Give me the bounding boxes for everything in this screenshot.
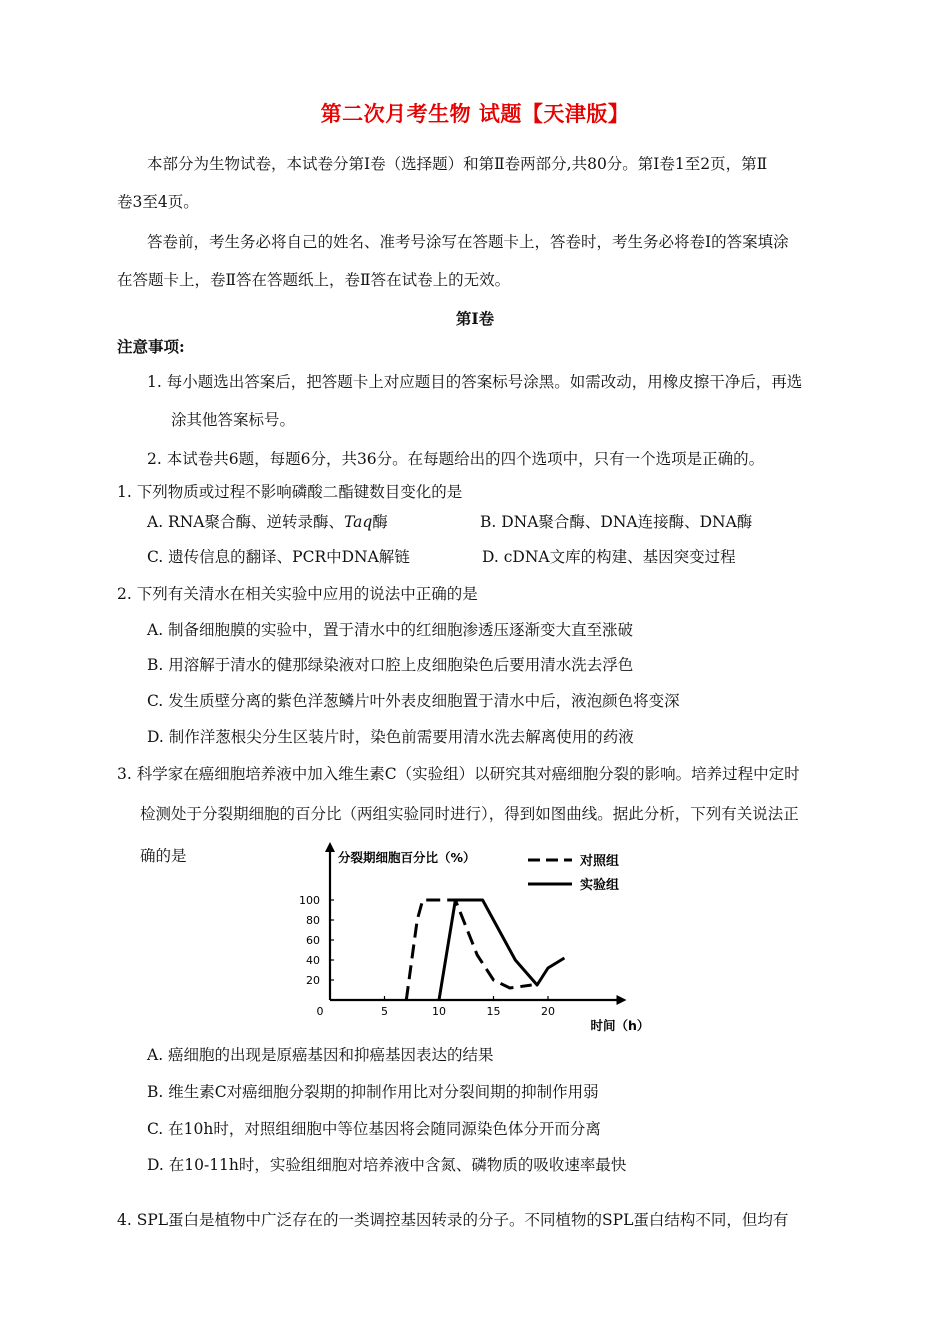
intro-paragraph-2-line-2: 在答题卡上，卷Ⅱ答在答题纸上，卷Ⅱ答在试卷上的无效。: [117, 271, 511, 289]
legend-label: 实验组: [580, 878, 620, 893]
q1-stem: 1. 下列物质或过程不影响磷酸二酯键数目变化的是: [117, 483, 463, 501]
q1-option-d: D. cDNA文库的构建、基因突变过程: [482, 548, 736, 566]
x-tick-label: 15: [486, 1005, 501, 1018]
q1-option-b: B. DNA聚合酶、DNA连接酶、DNA酶: [480, 513, 753, 531]
q1-option-a: [147, 512, 388, 532]
y-tick-label: 80: [306, 914, 320, 927]
x-axis-arrow-icon: [617, 995, 627, 1005]
intro-paragraph-1-line-1: 本部分为生物试卷，本试卷分第Ⅰ卷（选择题）和第Ⅱ卷两部分,共80分。第Ⅰ卷1至2页，第Ⅱ: [147, 155, 768, 173]
q3-option-c: C. 在10h时，对照组细胞中等位基因将会随同源染色体分开而分离: [147, 1120, 601, 1138]
q1-option-c: C. 遗传信息的翻译、PCR中DNA解链: [147, 548, 410, 566]
y-tick-label: 60: [306, 934, 320, 947]
q3-stem-line-1: 3. 科学家在癌细胞培养液中加入维生素C（实验组）以研究其对癌细胞分裂的影响。培养过程中定时: [117, 765, 800, 783]
intro-paragraph-1-line-2: 卷3至4页。: [117, 193, 199, 211]
q3-option-d: D. 在10-11h时，实验组细胞对培养液中含氮、磷物质的吸收速率最快: [147, 1156, 627, 1174]
q2-option-d: D. 制作洋葱根尖分生区装片时，染色前需要用清水洗去解离使用的药液: [147, 728, 634, 746]
q3-stem-line-3: 确的是: [140, 847, 187, 865]
q1-option-a-italic: Taq: [343, 513, 373, 531]
y-axis-arrow-icon: [325, 842, 335, 852]
cell-division-chart: [290, 838, 650, 1038]
q2-option-c: C. 发生质壁分离的紫色洋葱鳞片叶外表皮细胞置于清水中后，液泡颜色将变深: [147, 692, 680, 710]
x-tick-label: 0: [316, 1005, 324, 1018]
x-axis-label: 时间（h）: [590, 1018, 650, 1033]
q4-stem: 4. SPL蛋白是植物中广泛存在的一类调控基因转录的分子。不同植物的SPL蛋白结构不同，但均有: [117, 1211, 789, 1229]
y-tick-label: 20: [306, 974, 320, 987]
q1-option-a-suffix: 酶: [372, 513, 388, 531]
legend-label: 对照组: [580, 854, 620, 869]
y-tick-label: 100: [299, 894, 320, 907]
intro-paragraph-2-line-1: 答卷前，考生务必将自己的姓名、准考号涂写在答题卡上，答卷时，考生务必将卷Ⅰ的答案填涂: [147, 233, 789, 251]
y-tick-label: 40: [306, 954, 320, 967]
section-title: 第Ⅰ卷: [455, 309, 495, 328]
notice-heading: 注意事项:: [117, 337, 185, 356]
y-axis-label: 分裂期细胞百分比（%）: [338, 850, 476, 865]
series-line-control: [406, 900, 531, 1000]
x-tick-label: 5: [381, 1005, 388, 1018]
q3-stem-line-2: 检测处于分裂期细胞的百分比（两组实验同时进行），得到如图曲线。据此分析，下列有关说法正: [140, 805, 799, 823]
notice-item-2: 2. 本试卷共6题，每题6分，共36分。在每题给出的四个选项中，只有一个选项是正确的。: [147, 450, 765, 468]
q2-option-a: A. 制备细胞膜的实验中，置于清水中的红细胞渗透压逐渐变大直至涨破: [147, 621, 634, 639]
exam-title: 第二次月考生物 试题【天津版】: [320, 101, 630, 126]
x-tick-label: 10: [432, 1005, 446, 1018]
q2-stem: 2. 下列有关清水在相关实验中应用的说法中正确的是: [117, 585, 478, 603]
q1-option-a-prefix: A. RNA聚合酶、逆转录酶、: [147, 513, 344, 531]
q3-option-b: B. 维生素C对癌细胞分裂期的抑制作用比对分裂间期的抑制作用弱: [147, 1083, 599, 1101]
notice-item-1-line-2: 涂其他答案标号。: [171, 411, 296, 429]
x-tick-label: 20: [541, 1005, 555, 1018]
q2-option-b: B. 用溶解于清水的健那绿染液对口腔上皮细胞染色后要用清水洗去浮色: [147, 656, 634, 674]
notice-item-1-line-1: 1. 每小题选出答案后，把答题卡上对应题目的答案标号涂黑。如需改动，用橡皮擦干净后，再选: [147, 373, 803, 391]
q3-option-a: A. 癌细胞的出现是原癌基因和抑癌基因表达的结果: [147, 1046, 494, 1064]
